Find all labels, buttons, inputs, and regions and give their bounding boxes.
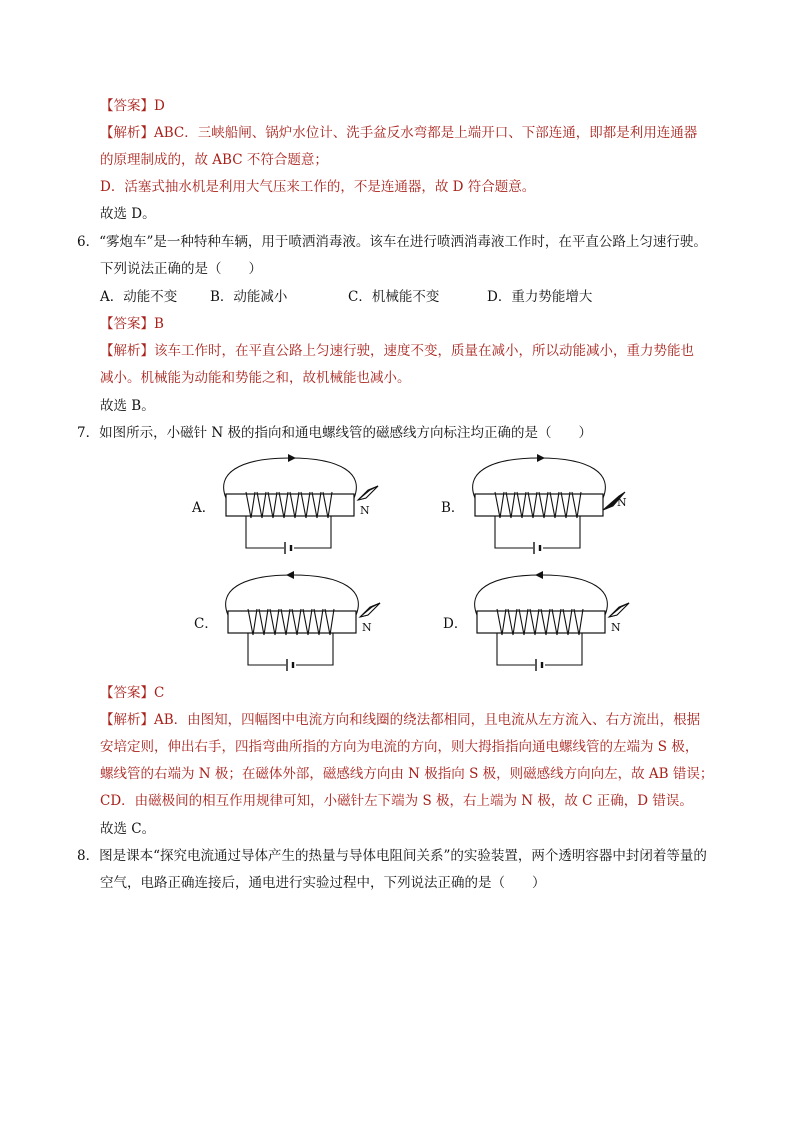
figure-a-label: A． bbox=[192, 500, 216, 516]
needle-outline bbox=[358, 486, 378, 500]
q8-stem: 8．图是课本“探究电流通过导体产生的热量与导体电阻间关系”的实验装置，两个透明容器中封闭着等量的 bbox=[77, 848, 707, 864]
north-pole-label: N bbox=[360, 504, 370, 517]
solenoid-figure-a bbox=[218, 452, 388, 556]
north-pole-label: N bbox=[611, 621, 621, 634]
q6-stem: 下列说法正确的是（ ） bbox=[100, 261, 262, 277]
circuit-wire-right bbox=[294, 516, 331, 548]
q6-option-b: B．动能减小 bbox=[210, 289, 288, 305]
q5-analysis-line: D．活塞式抽水机是利用大气压来工作的，不是连通器，故 D 符合题意。 bbox=[100, 179, 536, 195]
north-pole-label: N bbox=[362, 621, 372, 634]
field-arrow bbox=[537, 454, 545, 462]
figure-d-label: D． bbox=[443, 616, 468, 632]
q6-option-d: D．重力势能增大 bbox=[487, 289, 593, 305]
circuit-wire-left bbox=[246, 516, 284, 548]
solenoid-figure-c bbox=[220, 569, 390, 673]
circuit-wire-left bbox=[497, 633, 535, 665]
north-pole-label: N bbox=[617, 496, 627, 509]
q7-analysis-line: 安培定则，伸出右手，四指弯曲所指的方向为电流的方向，则大拇指指向通电螺线管的左端为 S 极， bbox=[100, 739, 699, 755]
q8-stem: 空气，电路正确连接后，通电进行实验过程中，下列说法正确的是（ ） bbox=[100, 875, 546, 891]
compass-needle bbox=[609, 603, 629, 617]
needle-outline bbox=[609, 603, 629, 617]
q7-analysis-line: 【解析】AB．由图知，四幅图中电流方向和线圈的绕法都相同，且电流从左方流入、右方流出，根据 bbox=[100, 712, 701, 728]
q5-analysis-line: 的原理制成的，故 ABC 不符合题意； bbox=[100, 152, 328, 168]
q6-analysis-line: 【解析】该车工作时，在平直公路上匀速行驶，速度不变，质量在减小，所以动能减小，重力势能也 bbox=[100, 343, 694, 359]
q7-analysis-line: CD．由磁极间的相互作用规律可知，小磁针左下端为 S 极，右上端为 N 极，故 C 正确，D 错误。 bbox=[100, 793, 693, 809]
circuit-wire-left bbox=[248, 633, 286, 665]
compass-needle bbox=[360, 603, 380, 617]
q6-option-c: C．机械能不变 bbox=[348, 289, 440, 305]
field-arrow bbox=[535, 571, 543, 579]
iron-core bbox=[477, 611, 605, 633]
q7-conclusion: 故选 C。 bbox=[100, 821, 156, 837]
circuit-wire-left bbox=[495, 516, 533, 548]
field-arrow bbox=[286, 571, 294, 579]
solenoid-figure-d bbox=[469, 569, 639, 673]
q5-answer: 【答案】D bbox=[100, 98, 165, 114]
q7-answer: 【答案】C bbox=[100, 685, 165, 701]
q5-conclusion: 故选 D。 bbox=[100, 206, 156, 222]
q6-option-a: A．动能不变 bbox=[100, 289, 178, 305]
circuit-wire-right bbox=[296, 633, 333, 665]
iron-core bbox=[226, 494, 354, 516]
q6-answer: 【答案】B bbox=[100, 316, 164, 332]
circuit-wire-right bbox=[543, 516, 580, 548]
field-arrow bbox=[288, 454, 296, 462]
circuit-wire-right bbox=[545, 633, 582, 665]
figure-b-label: B． bbox=[441, 500, 465, 516]
figure-c-label: C． bbox=[194, 616, 218, 632]
iron-core bbox=[475, 494, 603, 516]
q6-analysis-line: 减小。机械能为动能和势能之和，故机械能也减小。 bbox=[100, 370, 411, 386]
iron-core bbox=[228, 611, 356, 633]
solenoid-figure-b bbox=[467, 452, 637, 556]
needle-outline bbox=[360, 603, 380, 617]
q5-analysis-line: 【解析】ABC．三峡船闸、锅炉水位计、洗手盆反水弯都是上端开口、下部连通，即都是利用连通器 bbox=[100, 125, 698, 141]
q6-conclusion: 故选 B。 bbox=[100, 398, 155, 414]
compass-needle bbox=[358, 486, 378, 500]
q7-analysis-line: 螺线管的右端为 N 极；在磁体外部，磁感线方向由 N 极指向 S 极，则磁感线方向向左，故 AB 错误； bbox=[100, 766, 714, 782]
q7-stem: 7．如图所示，小磁针 N 极的指向和通电螺线管的磁感线方向标注均正确的是（ ） bbox=[77, 425, 592, 441]
q6-stem: 6．“雾炮车”是一种特种车辆，用于喷洒消毒液。该车在进行喷洒消毒液工作时，在平直公路上匀速行驶。 bbox=[77, 234, 707, 250]
